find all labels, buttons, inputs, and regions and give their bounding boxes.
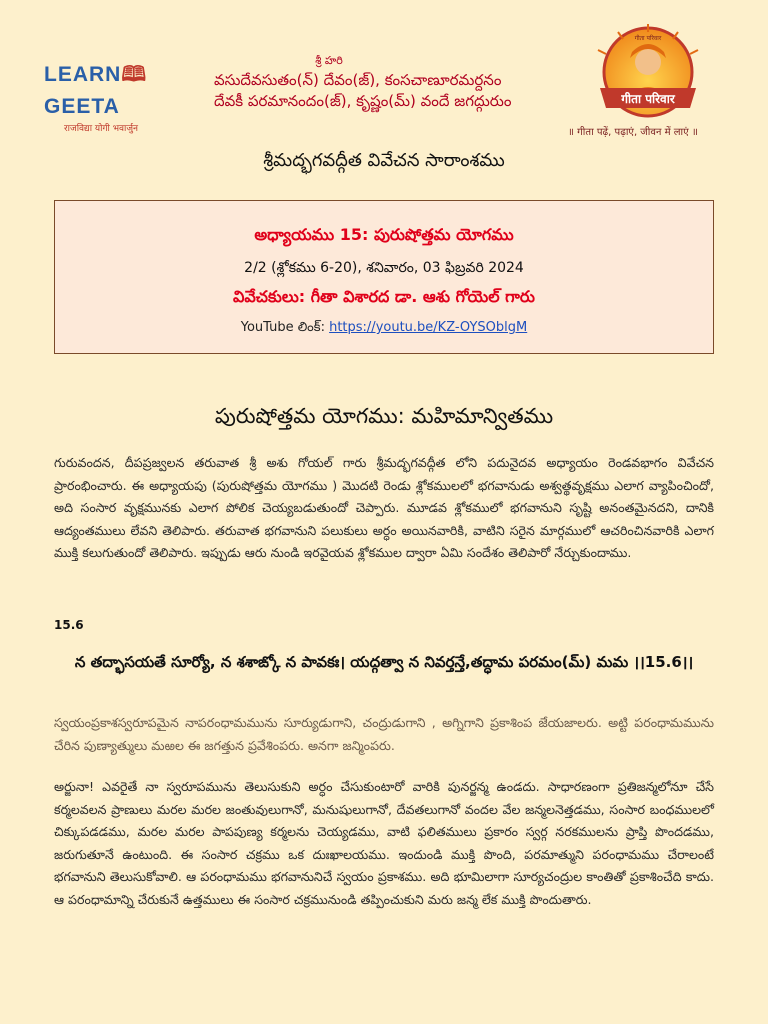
youtube-link[interactable]: https://youtu.be/KZ-OYSOblgM — [329, 320, 528, 335]
invocation-line-2: దేవకీ పరమానందం(జ్), కృష్ణం(మ్) వందే జగద్గురుం — [214, 92, 512, 110]
header — [0, 0, 768, 150]
youtube-row — [55, 320, 713, 338]
logo-text-geeta: GEETA — [44, 95, 120, 118]
invocation-line-1: వసుదేవసుతం(న్) దేవం(జ్), కంసచాణూరమర్దనం — [214, 71, 502, 89]
logo-text-learn: LEARN — [44, 63, 122, 86]
page-title: శ్రీమద్భగవద్గీత వివేచన సారాంశము — [263, 150, 505, 171]
learngeeta-logo[interactable] — [44, 60, 204, 134]
chapter-title: అధ్యాయము 15: పురుషోత్తమ యోగము — [254, 225, 514, 244]
info-box — [54, 200, 714, 354]
shri-hari: శ్రీ హరి — [315, 54, 343, 67]
section-title: పురుషోత్తమ యోగము: మహిమాన్వితము — [214, 404, 554, 428]
tagline: ॥ गीता पढ़ें, पढ़ाएं, जीवन में लाएं ॥ — [568, 127, 698, 138]
logo-banner-text: गीता परिवार — [621, 92, 675, 106]
geeta-pariwar-logo[interactable] — [578, 22, 718, 122]
logo-subtitle: राजविद्या योगी भवार्जुन — [64, 124, 139, 134]
verse-meaning-paragraph: స్వయంప్రకాశస్వరూపమైన నాపరంధామమును సూర్యుడుగాని, చంద్రుడుగాని , అగ్నిగాని ప్రకాశింప జేయజాలరు. అట్టి పరంధామమును చేరిన పుణ్యాత్ములు మఱల ఈ జగత్తున ప్రవేశింపరు. అనగా జన్మింపరు. — [54, 715, 714, 753]
portrait-head-icon — [635, 49, 661, 75]
intro-paragraph: గురువందన, దీపప్రజ్వలన తరువాత శ్రీ అశు గోయల్ గారు శ్రీమద్భగవద్గీత లోని పదునైదవ అధ్యాయం రెండవభాగం వివేచన ప్రారంభించారు. ఈ అధ్యాయపు (పురుషోత్తమ యోగము ) మొదటి రెండు శ్లోకములలో భగవానుడు అశ్వత్థవృక్షము ఎలాగ వ్యాపించిందో, అది సంసార వృక్షమునకు ఎలాగ పోలిక చెయ్యబడుతుందో చెప్పారు. మూడవ శ్లోకములో భగవానుని సృష్టి అనంతమైనదని, దానికి ఆద్యంతములు లేవని తెలిపారు. తరువాత భగవానుని పలుకులు అర్ధం అయినవారికి, వాటిని సరైన మార్గములో ఆచరించినవారికి ఎలాగ ముక్తి కలుగుతుందో తెలిపారు. ఇప్పుడు ఆరు నుండి ఇరవైయవ శ్లోకముల ద్వారా ఏమి సందేశం తెలిపారో నేర్చుకుందాము. — [54, 455, 714, 561]
youtube-label: YouTube లింక్: — [240, 320, 325, 335]
speaker-name: వివేచకులు: గీతా విశారద డా. ఆశు గోయెల్ గారు — [233, 287, 535, 306]
header-invocation — [214, 54, 574, 112]
session-date: 2/2 (శ్లోకము 6-20), శనివారం, 03 ఫిబ్రవరి 2024 — [244, 260, 524, 276]
logo-arc-text: गीता परिवार — [634, 35, 662, 42]
commentary-paragraph: అర్జునా! ఎవరైతే నా స్వరూపమును తెలుసుకుని అర్ధం చేసుకుంటారో వారికి పునర్జన్మ ఉండదు. సాధారణంగా ప్రతిజన్మలోనూ చేసే కర్మలవలన ప్రాణులు మరల మరల జంతువులుగానో, మనుషులుగానో, దేవతలుగానో వందల వేల జన్మలనెత్తడము, సంసార బంధములలో చిక్కుపడడము, మరల మరల పాపపుణ్య కర్మలను చెయ్యడము, వాటి ఫలితములు ప్రకారం స్వర్గ నరకములను ప్రాప్తి పొందడము, జరుగుతూనే ఉంటుంది. ఈ సంసార చక్రము ఒక దుఃఖాలయము. ఇందుండి ముక్తి పొంది, పరమాత్ముని పరంధామము చేరాలంటే భగవానుని తెలుసుకోవాలి. ఆ పరంధామము భగవానునిచే స్వయం ప్రకాశము. అది భూమిలాగా సూర్యచంద్రుల కాంతితో ప్రకాశించేది కాదు. ఆ పరంధామాన్ని చేరుకునే ఉత్తములు ఈ సంసార చక్రమునుండి తప్పించుకుని మరు జన్మ లేక ముక్తి పొందుతారు. — [54, 779, 714, 907]
verse-number: 15.6 — [54, 618, 84, 632]
book-icon: 🕮 — [121, 63, 148, 86]
sanskrit-verse: న తద్భాసయతే సూర్యో, న శశాఙ్కో న పావకః। యద్గత్వా న నివర్తన్తే,తద్ధామ పరమం(మ్) మమ ।।15.6।। — [74, 653, 694, 671]
